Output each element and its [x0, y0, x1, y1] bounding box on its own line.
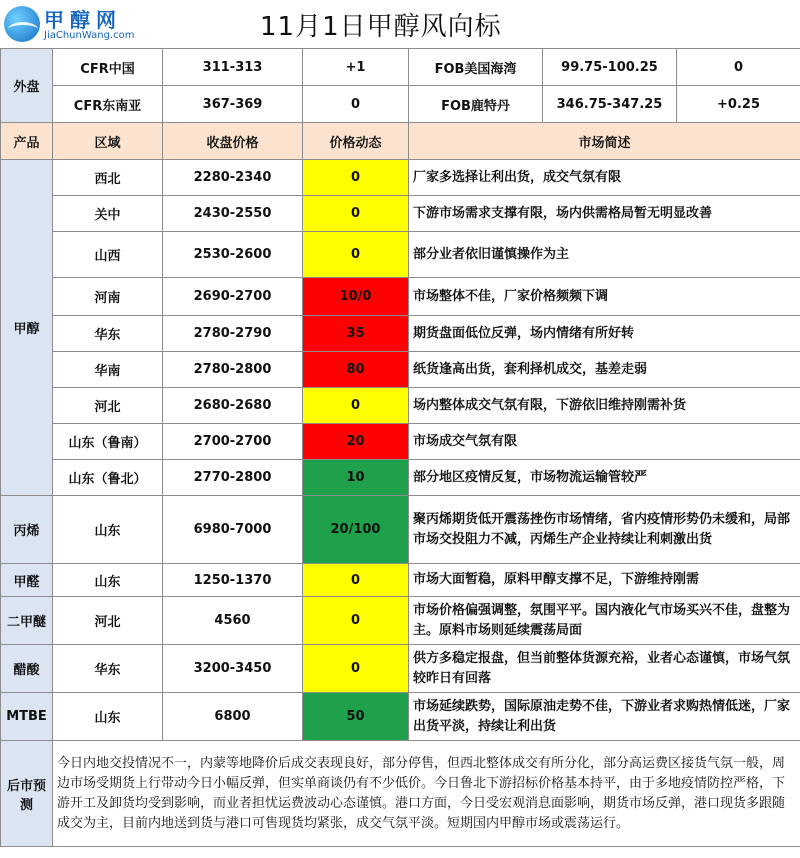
- region-cell: 华南: [53, 352, 163, 388]
- logo-chinese-name: 甲醇网: [44, 8, 122, 32]
- product-row: [1, 496, 800, 564]
- region-cell: 河北: [53, 597, 163, 645]
- outer-change-1: 0: [303, 86, 409, 123]
- product-name: 醋酸: [1, 645, 53, 693]
- trend-cell: 50: [303, 693, 409, 741]
- summary-cell: 市场整体不佳，厂家价格频频下调: [409, 278, 800, 316]
- price-cell: 2780-2800: [163, 352, 303, 388]
- product-row: [1, 160, 800, 196]
- outer-row: [1, 49, 800, 86]
- product-name: 甲醇: [1, 160, 53, 496]
- price-table-body: [1, 49, 800, 847]
- summary-cell: 市场价格偏强调整，氛围平平。国内液化气市场买兴不佳，盘整为主。原料市场则延续震荡局面: [409, 597, 800, 645]
- summary-cell: 纸货逢高出货，套利择机成交，基差走弱: [409, 352, 800, 388]
- brand-logo: [2, 2, 152, 46]
- trend-cell: 10: [303, 460, 409, 496]
- price-cell: 1250-1370: [163, 564, 303, 597]
- price-cell: 2690-2700: [163, 278, 303, 316]
- product-row: [1, 232, 800, 278]
- page-title: 11月1日甲醇风向标: [260, 12, 502, 42]
- region-cell: 山东: [53, 564, 163, 597]
- trend-cell: 0: [303, 645, 409, 693]
- region-cell: 山东: [53, 693, 163, 741]
- region-cell: 山西: [53, 232, 163, 278]
- trend-cell: 10/0: [303, 278, 409, 316]
- outer-price-1: 367-369: [163, 86, 303, 123]
- summary-cell: 市场延续跌势，国际原油走势不佳，下游业者求购热情低迷，厂家出货平淡，持续让利出货: [409, 693, 800, 741]
- region-cell: 河北: [53, 388, 163, 424]
- summary-cell: 期货盘面低位反弹，场内情绪有所好转: [409, 316, 800, 352]
- region-cell: 华东: [53, 316, 163, 352]
- summary-cell: 供方多稳定报盘，但当前整体货源充裕，业者心态谨慎，市场气氛较昨日有回落: [409, 645, 800, 693]
- trend-cell: 0: [303, 160, 409, 196]
- column-header-region: 区域: [53, 123, 163, 160]
- price-cell: 2700-2700: [163, 424, 303, 460]
- product-row: [1, 693, 800, 741]
- price-cell: 2430-2550: [163, 196, 303, 232]
- outer-price-2: 99.75-100.25: [543, 49, 677, 86]
- trend-cell: 20/100: [303, 496, 409, 564]
- trend-cell: 80: [303, 352, 409, 388]
- price-table: [0, 48, 800, 847]
- summary-cell: 场内整体成交气氛有限，下游依旧维持刚需补货: [409, 388, 800, 424]
- product-row: [1, 460, 800, 496]
- outer-name-2: FOB美国海湾: [409, 49, 543, 86]
- summary-cell: 部分业者依旧谨慎操作为主: [409, 232, 800, 278]
- outer-name-2: FOB鹿特丹: [409, 86, 543, 123]
- trend-cell: 0: [303, 232, 409, 278]
- summary-cell: 聚丙烯期货低开震荡挫伤市场情绪，省内疫情形势仍未缓和，局部市场交投阻力不减，丙烯生产企业持续让利刺激出货: [409, 496, 800, 564]
- summary-cell: 市场成交气氛有限: [409, 424, 800, 460]
- logo-wave-icon: [8, 22, 38, 37]
- region-cell: 山东（鲁北）: [53, 460, 163, 496]
- product-row: [1, 597, 800, 645]
- product-name: 二甲醚: [1, 597, 53, 645]
- outer-price-1: 311-313: [163, 49, 303, 86]
- price-cell: 2530-2600: [163, 232, 303, 278]
- product-row: [1, 352, 800, 388]
- column-header-row: [1, 123, 800, 160]
- column-header-product: 产品: [1, 123, 53, 160]
- summary-cell: 市场大面暂稳，原料甲醇支撑不足，下游维持刚需: [409, 564, 800, 597]
- price-cell: 3200-3450: [163, 645, 303, 693]
- outer-name-1: CFR东南亚: [53, 86, 163, 123]
- column-header-summary: 市场简述: [409, 123, 800, 160]
- outer-name-1: CFR中国: [53, 49, 163, 86]
- product-row: [1, 196, 800, 232]
- outer-row: [1, 86, 800, 123]
- column-header-price: 收盘价格: [163, 123, 303, 160]
- trend-cell: 35: [303, 316, 409, 352]
- product-name: 甲醛: [1, 564, 53, 597]
- region-cell: 河南: [53, 278, 163, 316]
- region-cell: 关中: [53, 196, 163, 232]
- product-row: [1, 278, 800, 316]
- price-cell: 6980-7000: [163, 496, 303, 564]
- product-row: [1, 645, 800, 693]
- outer-change-2: +0.25: [677, 86, 800, 123]
- trend-cell: 0: [303, 196, 409, 232]
- product-name: 丙烯: [1, 496, 53, 564]
- product-name: MTBE: [1, 693, 53, 741]
- region-cell: 华东: [53, 645, 163, 693]
- summary-cell: 厂家多选择让利出货，成交气氛有限: [409, 160, 800, 196]
- column-header-trend: 价格动态: [303, 123, 409, 160]
- price-cell: 2680-2680: [163, 388, 303, 424]
- trend-cell: 0: [303, 564, 409, 597]
- trend-cell: 0: [303, 388, 409, 424]
- product-row: [1, 424, 800, 460]
- product-row: [1, 316, 800, 352]
- outer-price-2: 346.75-347.25: [543, 86, 677, 123]
- trend-cell: 0: [303, 597, 409, 645]
- outer-label: 外盘: [1, 49, 53, 123]
- price-cell: 2280-2340: [163, 160, 303, 196]
- forecast-label: 后市预测: [1, 741, 53, 847]
- page-header: [0, 0, 800, 48]
- product-row: [1, 388, 800, 424]
- outer-change-1: +1: [303, 49, 409, 86]
- region-cell: 山东: [53, 496, 163, 564]
- forecast-row: [1, 741, 800, 847]
- logo-domain: JiaChunWang.com: [44, 30, 135, 41]
- trend-cell: 20: [303, 424, 409, 460]
- summary-cell: 部分地区疫情反复，市场物流运输管较严: [409, 460, 800, 496]
- product-row: [1, 564, 800, 597]
- price-cell: 2780-2790: [163, 316, 303, 352]
- region-cell: 西北: [53, 160, 163, 196]
- price-cell: 4560: [163, 597, 303, 645]
- forecast-text: 今日内地交投情况不一，内蒙等地降价后成交表现良好，部分停售，但西北整体成交有所分化，部分高运费区接货气氛一般，周边市场受期货上行带动今日小幅反弹，但实单商谈仍有不少低价。今日鲁北下游招标价格基本持平，由于多地疫情防控严格，下游开工及卸货均受到影响，而业者担忧运费波动心态谨慎。港口方面，今日受宏观消息面影响，期货市场反弹，港口现货多跟随成交为主，目前内地送到货与港口可售现货均紧张，成交气氛平淡。短期国内甲醇市场或震荡运行。: [53, 741, 800, 847]
- price-cell: 6800: [163, 693, 303, 741]
- outer-change-2: 0: [677, 49, 800, 86]
- price-cell: 2770-2800: [163, 460, 303, 496]
- summary-cell: 下游市场需求支撑有限，场内供需格局暂无明显改善: [409, 196, 800, 232]
- region-cell: 山东（鲁南）: [53, 424, 163, 460]
